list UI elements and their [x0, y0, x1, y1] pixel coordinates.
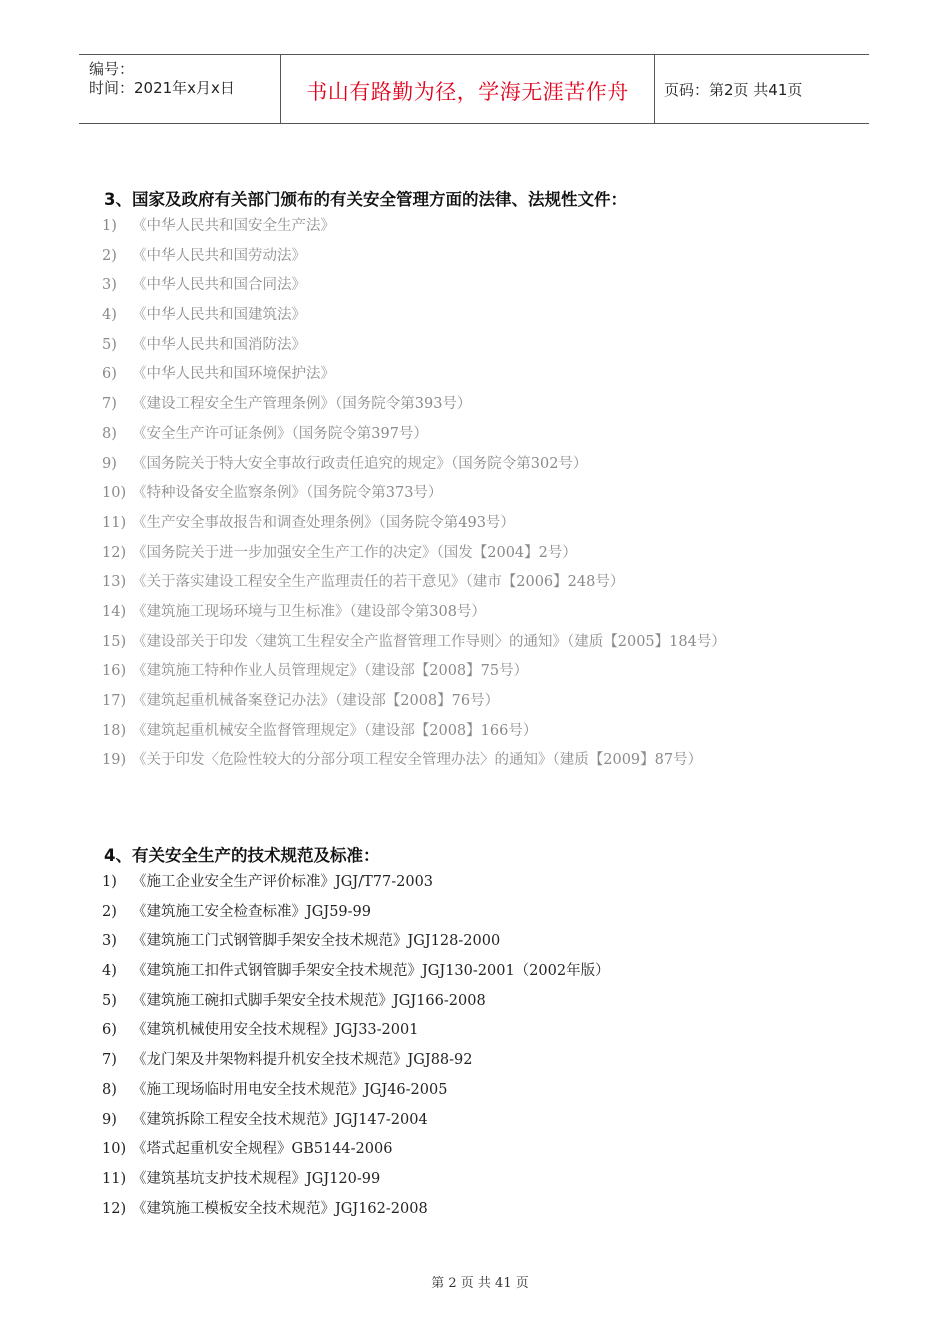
list-item-number: 19)	[102, 752, 127, 769]
list-item-text: 《安全生产许可证条例》（国务院令第397号）	[132, 425, 428, 442]
list-item-text: 《关于印发〈危险性较大的分部分项工程安全管理办法〉的通知》（建质【2009】87号）	[132, 752, 703, 769]
list-item-number: 13)	[102, 574, 127, 591]
list-item-number: 5)	[102, 336, 117, 353]
list-item-number: 6)	[102, 1022, 117, 1039]
list-item-number: 9)	[102, 455, 117, 472]
list-item-number: 4)	[102, 307, 117, 324]
list-item-text: 《建筑施工碗扣式脚手架安全技术规范》JGJ166-2008	[132, 992, 486, 1009]
list-item-text: 《施工现场临时用电安全技术规范》JGJ46-2005	[132, 1081, 448, 1098]
list-item-number: 4)	[102, 963, 117, 980]
list-item-number: 2)	[102, 247, 117, 264]
list-item-text: 《建筑起重机械安全监督管理规定》（建设部【2008】166号）	[132, 722, 538, 739]
list-item-text: 《特种设备安全监察条例》（国务院令第373号）	[132, 485, 443, 502]
list-item-text: 《中华人民共和国消防法》	[132, 336, 306, 353]
list-item-text: 《中华人民共和国劳动法》	[132, 247, 306, 264]
list-item-text: 《建设部关于印发〈建筑工生程安全产监督管理工作导则〉的通知》（建质【2005】184号）	[132, 633, 726, 650]
list-item-number: 11)	[102, 514, 127, 531]
list-item-number: 8)	[102, 1081, 117, 1098]
header-motto: 书山有路勤为径，学海无涯苦作舟	[306, 80, 629, 104]
list-item-number: 12)	[102, 544, 127, 561]
list-item-number: 15)	[102, 633, 127, 650]
list-item-text: 《建筑施工安全检查标准》JGJ59-99	[132, 903, 372, 920]
list-item-text: 《建筑施工扣件式钢管脚手架安全技术规范》JGJ130-2001（2002年版）	[132, 963, 610, 980]
header-page-info: 页码：第2页 共41页	[664, 81, 803, 99]
document-header	[79, 54, 869, 124]
list-item-text: 《建筑施工模板安全技术规范》JGJ162-2008	[132, 1200, 428, 1217]
list-item-text: 《龙门架及井架物料提升机安全技术规范》JGJ88-92	[132, 1052, 473, 1069]
list-item-number: 7)	[102, 1052, 117, 1069]
list-item-number: 12)	[102, 1200, 127, 1217]
list-item-text: 《国务院关于进一步加强安全生产工作的决定》（国发【2004】2号）	[132, 544, 577, 561]
list-item-number: 10)	[102, 1141, 127, 1158]
section-4-title: 4、有关安全生产的技术规范及标准：	[104, 846, 380, 865]
list-item-text: 《建筑基坑支护技术规程》JGJ120-99	[132, 1170, 381, 1187]
header-info-cell	[79, 55, 281, 123]
list-item-text: 《中华人民共和国合同法》	[132, 277, 306, 294]
page-footer: 第 2 页 共 41 页	[431, 1276, 529, 1291]
list-item-text: 《建筑施工现场环境与卫生标准》（建设部令第308号）	[132, 603, 486, 620]
list-item-number: 16)	[102, 663, 127, 680]
list-item-text: 《中华人民共和国建筑法》	[132, 307, 306, 324]
header-motto-cell	[281, 55, 655, 123]
list-item-number: 6)	[102, 366, 117, 383]
list-item-text: 《建筑起重机械备案登记办法》（建设部【2008】76号）	[132, 693, 500, 709]
list-item-text: 《关于落实建设工程安全生产监理责任的若干意见》（建市【2006】248号）	[132, 574, 625, 591]
list-item-text: 《建设工程安全生产管理条例》（国务院令第393号）	[132, 396, 472, 413]
list-item-text: 《建筑机械使用安全技术规程》JGJ33-2001	[132, 1022, 419, 1039]
list-item-number: 3)	[102, 933, 117, 950]
list-item-number: 9)	[102, 1111, 117, 1128]
list-item-number: 2)	[102, 903, 117, 920]
list-item-text: 《中华人民共和国环境保护法》	[132, 366, 335, 383]
list-item-text: 《中华人民共和国安全生产法》	[132, 218, 335, 234]
list-item-number: 7)	[102, 396, 117, 413]
list-item-number: 11)	[102, 1170, 127, 1187]
section-3-title: 3、国家及政府有关部门颁布的有关安全管理方面的法律、法规性文件：	[104, 190, 627, 209]
list-item-text: 《国务院关于特大安全事故行政责任追究的规定》（国务院令第302号）	[132, 455, 588, 472]
list-item-number: 17)	[102, 693, 127, 709]
document-date: 时间：2021年x月x日	[89, 79, 235, 97]
list-item-text: 《建筑施工门式钢管脚手架安全技术规范》JGJ128-2000	[132, 933, 501, 950]
list-item-text: 《施工企业安全生产评价标准》JGJ/T77-2003	[132, 874, 434, 890]
list-item-number: 5)	[102, 992, 117, 1009]
list-item-number: 1)	[102, 874, 117, 890]
list-item-number: 18)	[102, 722, 127, 739]
list-item-number: 14)	[102, 603, 127, 620]
header-page-cell	[655, 55, 869, 123]
list-item-text: 《建筑拆除工程安全技术规范》JGJ147-2004	[132, 1111, 428, 1128]
document-number-label: 编号：	[89, 60, 135, 78]
list-item-text: 《塔式起重机安全规程》GB5144-2006	[132, 1141, 393, 1158]
list-item-number: 1)	[102, 218, 117, 234]
list-item-text: 《生产安全事故报告和调查处理条例》（国务院令第493号）	[132, 514, 515, 531]
list-item-text: 《建筑施工特种作业人员管理规定》（建设部【2008】75号）	[132, 663, 529, 680]
list-item-number: 8)	[102, 425, 117, 442]
list-item-number: 3)	[102, 277, 117, 294]
list-item-number: 10)	[102, 485, 127, 502]
